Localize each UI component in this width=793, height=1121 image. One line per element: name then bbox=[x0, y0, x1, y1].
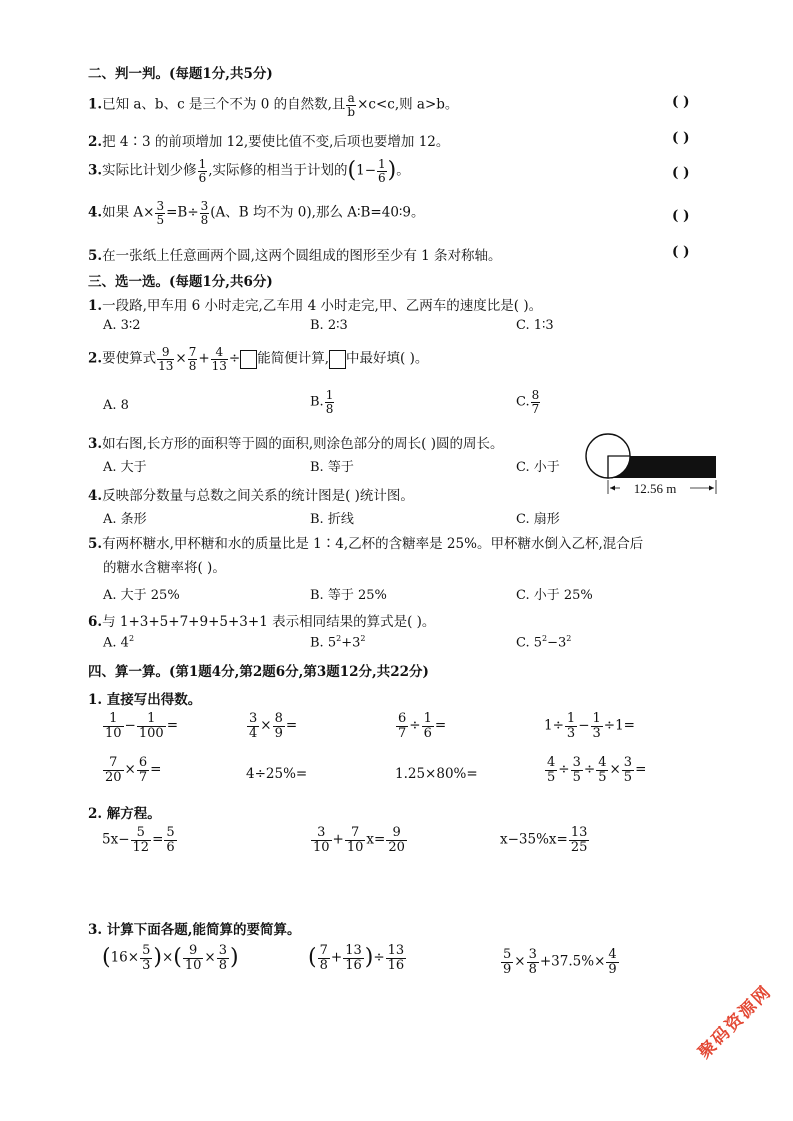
choice-q4: 4.反映部分数量与总数之间关系的统计图是( )统计图。 bbox=[88, 488, 414, 504]
equation: x−35%x= $\frac{13}{25}$ bbox=[500, 825, 588, 855]
judge-q1: 1.已知 a、b、c 是三个不为 0 的自然数,且 $\frac{a}{b}$ ×c<c,则 a>b。 bbox=[88, 91, 459, 119]
blank-box[interactable] bbox=[240, 350, 257, 369]
calculation: ( $\frac{7}{8}$ + $\frac{13}{16}$ )÷ $\frac{13}{16}$ bbox=[308, 943, 405, 973]
option-c[interactable]: C. 小于 bbox=[516, 460, 560, 475]
calc-item: $\frac{7}{20}$ × $\frac{6}{7}$ = bbox=[105, 755, 162, 785]
option-b[interactable]: B. 折线 bbox=[310, 512, 354, 527]
answer-paren[interactable]: ( ) bbox=[672, 94, 690, 110]
choice-q3: 3.如右图,长方形的面积等于圆的面积,则涂色部分的周长( )圆的周长。 bbox=[88, 436, 504, 452]
subsection3-title: 3. 计算下面各题,能简算的要简算。 bbox=[88, 922, 301, 938]
equation: $\frac{3}{10}$ + $\frac{7}{10}$ x= $\frac{9}{20}$ bbox=[313, 825, 405, 855]
answer-paren[interactable]: ( ) bbox=[672, 130, 690, 146]
option-c[interactable]: C. 1∶3 bbox=[516, 318, 554, 333]
calc-item: $\frac{6}{7}$ ÷ $\frac{1}{6}$ = bbox=[398, 711, 447, 741]
option-b[interactable]: B. $\frac{1}{8}$ bbox=[310, 388, 334, 416]
subsection2-title: 2. 解方程。 bbox=[88, 806, 161, 822]
option-a[interactable]: A. $4^2$ bbox=[103, 634, 135, 651]
option-a[interactable]: A. 3∶2 bbox=[103, 318, 141, 333]
option-a[interactable]: A. 8 bbox=[103, 398, 129, 413]
calc-item: 4÷25%= bbox=[246, 766, 308, 782]
option-a[interactable]: A. 大于 25% bbox=[103, 588, 180, 603]
choice-q5: 5.有两杯糖水,甲杯糖和水的质量比是 1∶4,乙杯的含糖率是 25%。甲杯糖水倒入乙杯,混合后 bbox=[88, 536, 644, 552]
calc-item: 1.25×80%= bbox=[395, 766, 478, 782]
calc-item: $\frac{1}{10}$ − $\frac{1}{100}$ = bbox=[105, 711, 178, 741]
option-c[interactable]: C. $5^2-3^2$ bbox=[516, 634, 572, 651]
option-a[interactable]: A. 条形 bbox=[103, 512, 147, 527]
judge-q2: 2.把 4∶3 的前项增加 12,要使比值不变,后项也要增加 12。 bbox=[88, 134, 450, 150]
option-b[interactable]: B. 等于 bbox=[310, 460, 354, 475]
calculation: $\frac{5}{9}$ × $\frac{3}{8}$ +37.5%× $\frac{4}{9}$ bbox=[503, 947, 617, 977]
judge-q3: 3.实际比计划少修 $\frac{1}{6}$ ,实际修的相当于计划的(1− $\frac{1}{6}$ )。 bbox=[88, 157, 410, 185]
answer-paren[interactable]: ( ) bbox=[672, 244, 690, 260]
option-c[interactable]: C. 扇形 bbox=[516, 512, 560, 527]
answer-paren[interactable]: ( ) bbox=[672, 208, 690, 224]
judge-q4: 4.如果 A× $\frac{3}{5}$ =B÷ $\frac{3}{8}$ (A、B 均不为 0),那么 A∶B=40∶9。 bbox=[88, 199, 425, 227]
choice-q2: 2.要使算式 $\frac{9}{13}$ × $\frac{7}{8}$ + $\frac{4}{13}$ ÷ 能简便计算, 中最好填( )。 bbox=[88, 345, 429, 373]
choice-q5-line2: 的糖水含糖率将( )。 bbox=[103, 560, 226, 576]
option-b[interactable]: B. $5^2+3^2$ bbox=[310, 634, 366, 651]
section3-title: 三、选一选。(每题1分,共6分) bbox=[88, 274, 273, 290]
answer-paren[interactable]: ( ) bbox=[672, 165, 690, 181]
blank-box[interactable] bbox=[329, 350, 346, 369]
option-b[interactable]: B. 等于 25% bbox=[310, 588, 387, 603]
section2-title: 二、判一判。(每题1分,共5分) bbox=[88, 66, 273, 82]
section4-title: 四、算一算。(第1题4分,第2题6分,第3题12分,共22分) bbox=[88, 664, 429, 680]
calc-item: $\frac{3}{4}$ × $\frac{8}{9}$ = bbox=[249, 711, 298, 741]
equation: 5x− $\frac{5}{12}$ = $\frac{5}{6}$ bbox=[102, 825, 175, 855]
calculation: (16× $\frac{5}{3}$ )×( $\frac{9}{10}$ × $\frac{3}{8}$ ) bbox=[102, 943, 239, 973]
option-b[interactable]: B. 2∶3 bbox=[310, 318, 348, 333]
dimension-label: 12.56 m bbox=[633, 481, 677, 496]
calc-item: 1÷ $\frac{1}{3}$ − $\frac{1}{3}$ ÷1= bbox=[544, 711, 635, 741]
circle-rectangle-figure bbox=[580, 428, 720, 498]
option-c[interactable]: C. 小于 25% bbox=[516, 588, 593, 603]
choice-q6: 6.与 1+3+5+7+9+5+3+1 表示相同结果的算式是( )。 bbox=[88, 614, 436, 630]
option-a[interactable]: A. 大于 bbox=[103, 460, 147, 475]
subsection1-title: 1. 直接写出得数。 bbox=[88, 692, 202, 708]
judge-q5: 5.在一张纸上任意画两个圆,这两个圆组成的图形至少有 1 条对称轴。 bbox=[88, 248, 502, 264]
watermark: 聚码资源网 bbox=[694, 981, 776, 1063]
calc-item: $\frac{4}{5}$ ÷ $\frac{3}{5}$ ÷ $\frac{4}{5}$ × $\frac{3}{5}$ = bbox=[547, 755, 647, 785]
choice-q1: 1.一段路,甲车用 6 小时走完,乙车用 4 小时走完,甲、乙两车的速度比是( )。 bbox=[88, 298, 543, 314]
option-c[interactable]: C. $\frac{8}{7}$ bbox=[516, 388, 540, 416]
